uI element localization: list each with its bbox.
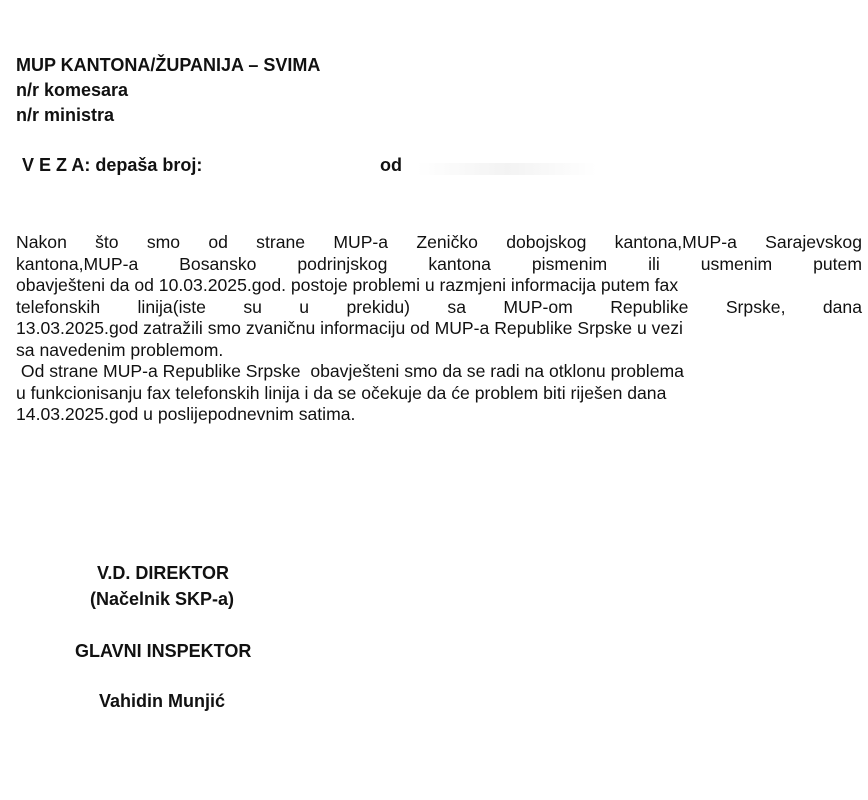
letter-body — [16, 232, 862, 426]
body-line: 13.03.2025.god zatražili smo zvaničnu informaciju od MUP-a Republike Srpske u vezi — [16, 318, 683, 338]
body-line: 14.03.2025.god u poslijepodnevnim satima. — [16, 404, 356, 424]
body-line: kantona,MUP-a Bosansko podrinjskog kantona pismenim ili usmenim putem — [16, 253, 862, 274]
body-line: sa navedenim problemom. — [16, 339, 224, 360]
body-line: u funkcionisanju fax telefonskih linija i da se očekuje da će problem biti riješen dana — [16, 382, 667, 403]
attention-komesara: n/r komesara — [16, 80, 129, 100]
body-line: Nakon što smo od strane MUP-a Zeničko dobojskog kantona,MUP-a Sarajevskog — [16, 232, 862, 252]
body-line: telefonskih linija(iste su u prekidu) sa MUP-om Republike Srpske, dana — [16, 296, 862, 317]
signature-role: GLAVNI INSPEKTOR — [75, 641, 252, 661]
signature-title: V.D. DIREKTOR — [97, 563, 230, 583]
redacted-area — [417, 163, 597, 175]
recipient-line: MUP KANTONA/ŽUPANIJA – SVIMA — [16, 55, 321, 75]
reference-label: V E Z A: depaša broj: — [22, 155, 203, 175]
reference-line — [22, 155, 402, 176]
attention-ministra: n/r ministra — [16, 105, 115, 125]
reference-date-prefix: od — [380, 155, 402, 175]
body-line: obavješteni da od 10.03.2025.god. postoje problemi u razmjeni informacija putem fax — [16, 275, 679, 295]
body-line: Od strane MUP-a Republike Srpske obavješteni smo da se radi na otklonu problema — [16, 361, 684, 381]
signature-subtitle: (Načelnik SKP-a) — [90, 589, 235, 609]
signature-name: Vahidin Munjić — [99, 691, 226, 711]
